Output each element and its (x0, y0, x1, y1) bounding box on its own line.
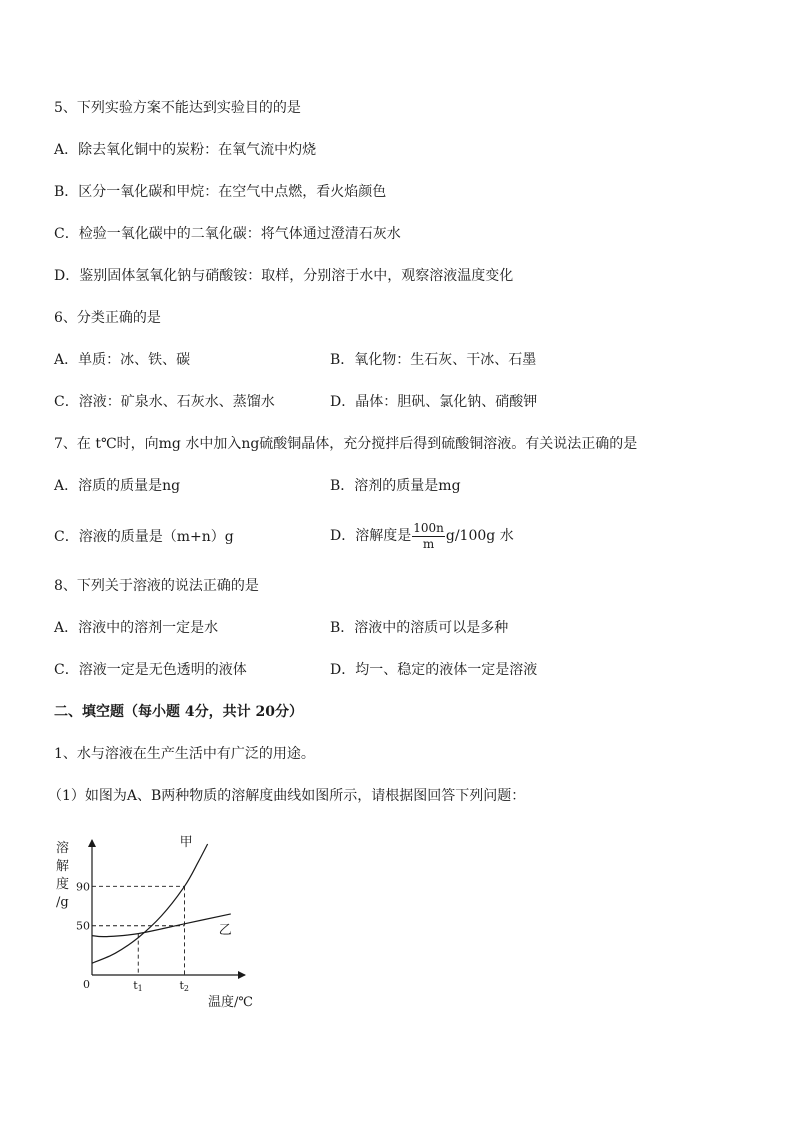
fraction-numerator: 100n (413, 520, 444, 535)
q7-option-c: C．溶液的质量是（m+n）g (54, 529, 234, 545)
section-heading: 二、填空题（每小题 4分，共计 20分） (54, 704, 303, 720)
curve-jia (92, 844, 208, 963)
x-tick-label-t1: t1 (133, 979, 143, 993)
q7-option-d-prefix: D．溶解度是 (330, 528, 412, 544)
q6-option-d: D．晶体：胆矾、氯化钠、硝酸钾 (330, 394, 538, 410)
q8-option-d: D．均一、稳定的液体一定是溶液 (330, 662, 538, 678)
q8-stem: 8、下列关于溶液的说法正确的是 (54, 578, 259, 594)
q7-stem: 7、在 t℃时，向mg 水中加入ng硫酸铜晶体，充分搅拌后得到硫酸铜溶液。有关说法正确的是 (54, 436, 638, 452)
q7-option-d-suffix: g/100g 水 (445, 528, 514, 544)
solubility-chart (50, 830, 280, 1020)
q5-stem: 5、下列实验方案不能达到实验目的的是 (54, 100, 301, 116)
solubility-fraction (412, 521, 445, 552)
series-label-jia: 甲 (179, 834, 193, 850)
curve-yi (92, 914, 231, 937)
q5-option-b: B．区分一氧化碳和甲烷：在空气中点燃，看火焰颜色 (54, 184, 387, 200)
q6-option-a: A．单质：冰、铁、碳 (54, 352, 191, 368)
y-label-char-4: /g (56, 895, 69, 910)
x-axis-label: 温度/℃ (208, 995, 253, 1010)
q5-option-a: A．除去氧化铜中的炭粉：在氧气流中灼烧 (54, 142, 317, 158)
q6-option-c: C．溶液：矿泉水、石灰水、蒸馏水 (54, 394, 275, 410)
y-label-char-3: 度 (56, 877, 70, 892)
q7-option-b: B．溶剂的质量是mg (330, 478, 461, 494)
q8-option-c: C．溶液一定是无色透明的液体 (54, 662, 247, 678)
x-tick-label-t2: t2 (179, 979, 190, 993)
y-label-char-1: 溶 (56, 841, 70, 856)
q7-option-d (330, 516, 514, 556)
q7-option-a: A．溶质的质量是ng (54, 478, 181, 494)
series-label-yi: 乙 (218, 922, 232, 938)
fraction-denominator: m (422, 536, 435, 551)
fill-q1-stem: 1、水与溶液在生产生活中有广泛的用途。 (54, 746, 315, 762)
origin-label: 0 (83, 978, 90, 991)
q5-option-c: C．检验一氧化碳中的二氧化碳：将气体通过澄清石灰水 (54, 226, 401, 242)
y-tick-label-50: 50 (76, 919, 90, 933)
q8-option-a: A．溶液中的溶剂一定是水 (54, 620, 219, 636)
q6-stem: 6、分类正确的是 (54, 310, 161, 326)
fill-q1-sub1: （1）如图为A、B两种物质的溶解度曲线如图所示，请根据图回答下列问题： (48, 788, 526, 804)
q6-option-b: B．氧化物：生石灰、干冰、石墨 (330, 352, 537, 368)
q8-option-b: B．溶液中的溶质可以是多种 (330, 620, 509, 636)
q5-option-d: D．鉴别固体氢氧化钠与硝酸铵：取样，分别溶于水中，观察溶液温度变化 (54, 268, 514, 284)
y-tick-label-90: 90 (76, 880, 90, 894)
y-label-char-2: 解 (56, 859, 70, 874)
